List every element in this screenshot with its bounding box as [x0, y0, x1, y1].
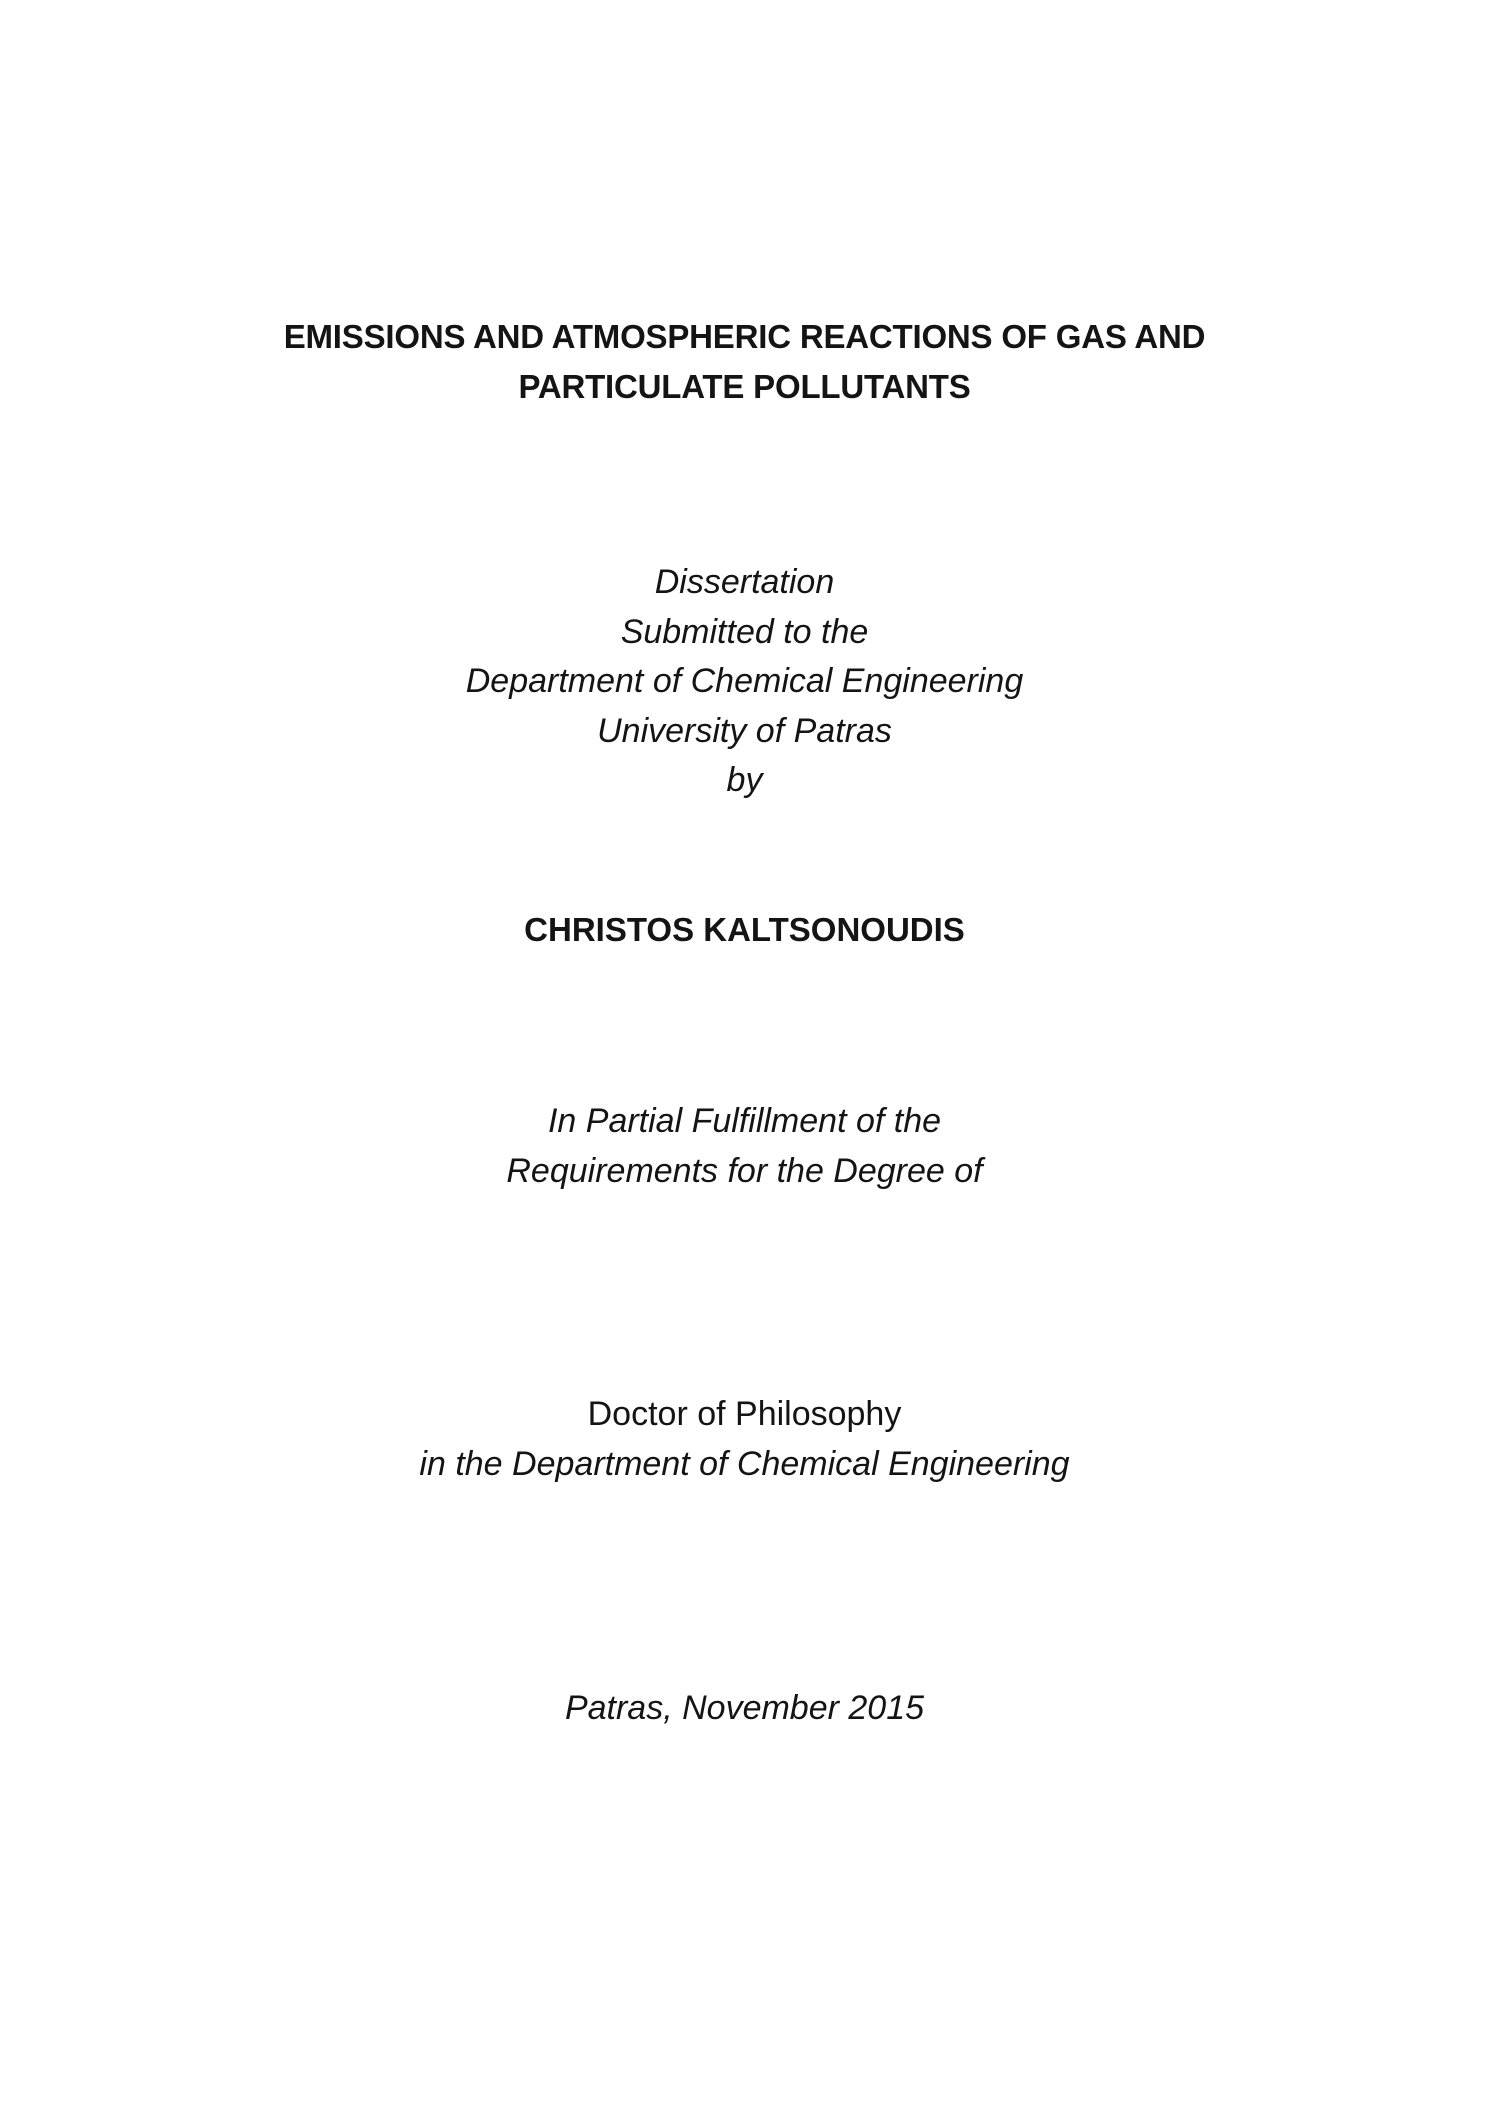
place-date-text: Patras, November 2015 [564, 1689, 925, 1727]
author-name [0, 905, 1489, 955]
submission-line-university: University of Patras [597, 711, 892, 750]
submission-statement [0, 558, 1489, 806]
degree-name: Doctor of Philosophy [587, 1395, 902, 1433]
fulfillment-line-2: Requirements for the Degree of [506, 1151, 983, 1190]
submission-line-dissertation: Dissertation [654, 563, 835, 601]
title-line-2: PARTICULATE POLLUTANTS [518, 368, 971, 405]
submission-line-by: by [726, 761, 763, 799]
fulfillment-line-1: In Partial Fulfillment of the [547, 1102, 942, 1140]
submission-line-department: Department of Chemical Engineering [465, 662, 1024, 700]
dissertation-title [0, 312, 1489, 412]
title-line-1: EMISSIONS AND ATMOSPHERIC REACTIONS OF GAS AND [283, 318, 1206, 355]
fulfillment-statement [0, 1097, 1489, 1196]
degree-department: in the Department of Chemical Engineering [419, 1444, 1070, 1483]
submission-line-submitted: Submitted to the [620, 612, 869, 651]
place-and-date [0, 1683, 1489, 1733]
degree-statement [0, 1390, 1489, 1489]
author-name-text: CHRISTOS KALTSONOUDIS [524, 911, 965, 948]
